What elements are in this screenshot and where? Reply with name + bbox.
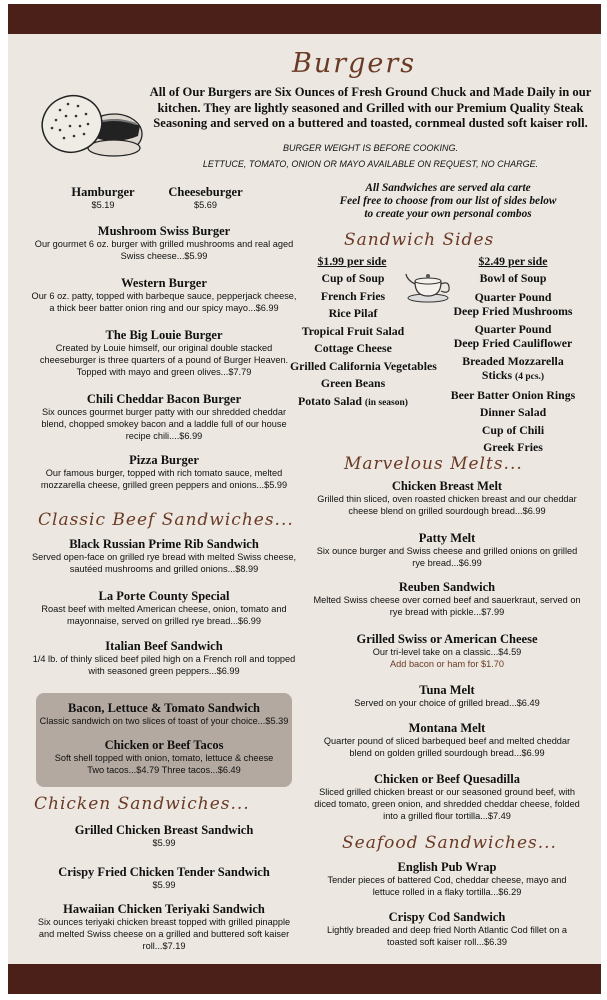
chicken-item-name: Grilled Chicken Breast Sandwich: [74, 823, 254, 837]
potato-salad-label: Potato Salad: [298, 393, 362, 408]
side-item: Tropical Fruit Salad: [301, 323, 405, 338]
top-border-bar: [8, 4, 601, 34]
chicken-item-desc: $5.99: [152, 880, 176, 890]
melt-item-desc: Six ounce burger and Swiss cheese and grilled onions on grilled rye bread...$6.99: [316, 546, 578, 568]
burger-item-name: Mushroom Swiss Burger: [97, 224, 231, 238]
melt-item-name: Patty Melt: [418, 531, 476, 545]
melt-item-desc: Served on your choice of grilled bread...$6.49: [354, 698, 540, 708]
melt-item-name: Grilled Swiss or American Cheese: [356, 632, 538, 646]
combos-line: Feel free to choose from our list of sides below: [339, 195, 557, 207]
melt-addon-note: Add bacon or ham for $1.70: [390, 659, 504, 669]
hamburger-name: Hamburger: [71, 185, 135, 199]
burger-item-desc: Our 6 oz. patty, topped with barbeque sauce, pepperjack cheese, a thick beer batter onion ring and our spicy mayo...$6.99: [31, 291, 297, 313]
sticks-note: (4 pcs.): [515, 371, 545, 382]
combos-line: All Sandwiches are served ala carte: [365, 182, 531, 194]
beef-item-name: La Porte County Special: [98, 589, 230, 603]
burger-item-desc: Created by Louie himself, our original double stacked cheeseburger is three quarters of a pound of Burger Heaven. Topped with mayo and green olives...$7.79: [39, 343, 289, 377]
classic-beef-title: Classic Beef Sandwiches...: [38, 510, 294, 530]
burger-item-desc: Our famous burger, topped with rich tomato sauce, melted mozzarella cheese, grilled green peppers and onions...$5.99: [40, 468, 288, 490]
chicken-item-desc: Six ounces teriyaki chicken breast topped with grilled pinapple and melted Swiss cheese on a grilled and buttered soft kaiser roll...$7.19: [37, 917, 291, 951]
sandwich-sides-title: Sandwich Sides: [344, 230, 495, 250]
side-item: Cup of Chili: [481, 422, 545, 437]
burger-item-name: The Big Louie Burger: [105, 328, 223, 342]
melt-item-desc: Melted Swiss cheese over corned beef and sauerkraut, served on rye bread with pickle...$7.99: [313, 595, 581, 617]
melts-title: Marvelous Melts...: [344, 454, 523, 474]
potato-salad-note: (in season): [364, 397, 408, 408]
sticks-label: Sticks: [481, 367, 513, 382]
chicken-item-desc: $5.99: [152, 838, 176, 848]
sides-right-price: $2.49 per side: [478, 254, 548, 268]
burgers-title: Burgers: [292, 48, 417, 79]
side-item: Beer Batter Onion Rings: [450, 387, 576, 402]
beef-item-desc: Served open-face on grilled rye bread with melted Swiss cheese, sautéed mushrooms and grilled onions...$8.99: [31, 552, 297, 574]
melt-item-desc: Our tri-level take on a classic...$4.59: [372, 647, 522, 657]
chicken-item-name: Hawaiian Chicken Teriyaki Sandwich: [63, 902, 265, 916]
side-item: Bowl of Soup: [479, 271, 547, 285]
tacos-name: Chicken or Beef Tacos: [104, 738, 224, 752]
menu-page: [8, 4, 601, 994]
seafood-item-desc: Lightly breaded and deep fried North Atlantic Cod fillet on a toasted soft kaiser roll...$6.39: [326, 925, 568, 947]
beef-item-desc: Roast beef with melted American cheese, onion, tomato and mayonnaise, served on grilled rye bread...$6.99: [41, 604, 287, 626]
side-item: Dinner Salad: [479, 405, 547, 419]
burger-item-desc: Our gourmet 6 oz. burger with grilled mushrooms and real aged Swiss cheese...$5.99: [34, 239, 294, 261]
seafood-item-desc: Tender pieces of battered Cod, cheddar cheese, mayo and lettuce rolled in a flaky tortilla...$6.29: [327, 875, 567, 897]
chicken-item-name: Crispy Fried Chicken Tender Sandwich: [58, 865, 270, 879]
beef-item-name: Black Russian Prime Rib Sandwich: [69, 537, 259, 551]
cheeseburger-price: $5.69: [194, 200, 217, 210]
seafood-item-name: Crispy Cod Sandwich: [388, 910, 506, 924]
melt-item-desc: Quarter pound of sliced barbequed beef and melted cheddar blend on golden grilled sourdough bread...$6.99: [323, 736, 571, 758]
melt-item-desc: Sliced grilled chicken breast or our seasoned ground beef, with diced tomato, green onion, and shredded cheddar cheese, folded into a grilled flour tortilla...$7.49: [314, 787, 580, 821]
side-item: Cottage Cheese: [314, 341, 392, 355]
side-item: Greek Fries: [483, 440, 543, 454]
hamburger-price: $5.19: [91, 200, 115, 210]
tacos-desc-line2: Two tacos...$4.79 Three tacos...$6.49: [87, 765, 241, 775]
melt-item-name: Montana Melt: [408, 721, 486, 735]
combos-note: [308, 182, 588, 221]
beef-item-desc: 1/4 lb. of thinly sliced beef piled high on a French roll and topped with seasoned green peppers...$6.99: [32, 654, 296, 676]
sides-right-list: [438, 270, 588, 457]
melt-item-desc: Grilled thin sliced, oven roasted chicken breast and our cheddar cheese blend on grilled sourdough bread...$6.99: [317, 494, 577, 516]
burger-item-name: Pizza Burger: [129, 453, 199, 467]
side-item: French Fries: [320, 288, 386, 303]
side-item: Green Beans: [320, 376, 386, 390]
cheeseburger-name: Cheeseburger: [168, 185, 243, 199]
seafood-title: Seafood Sandwiches...: [342, 833, 557, 853]
condiments-note: LETTUCE, TOMATO, ONION OR MAYO AVAILABLE ON REQUEST, NO CHARGE.: [202, 159, 539, 169]
side-item: Breaded Mozzarella: [462, 353, 564, 368]
seafood-item-name: English Pub Wrap: [397, 860, 497, 874]
side-item: [438, 368, 588, 384]
side-item: Grilled California Vegetables: [290, 358, 437, 373]
sides-left-price: $1.99 per side: [317, 254, 387, 268]
blt-desc: Classic sandwich on two slices of toast of your choice...$5.39: [39, 716, 289, 726]
bottom-border-bar: [8, 964, 601, 994]
chicken-title: Chicken Sandwiches...: [34, 794, 250, 814]
side-item: Deep Fried Mushrooms: [453, 303, 573, 318]
burger-illustration-icon: [34, 86, 146, 164]
melt-item-name: Chicken or Beef Quesadilla: [374, 772, 520, 786]
beef-item-name: Italian Beef Sandwich: [105, 639, 223, 653]
side-item: [290, 393, 416, 413]
side-item: Quarter Pound: [474, 289, 552, 304]
side-item: Quarter Pound: [474, 321, 552, 336]
side-item: Cup of Soup: [321, 271, 385, 285]
sides-left-list: [290, 270, 437, 412]
burger-weight-note: BURGER WEIGHT IS BEFORE COOKING.: [282, 143, 459, 153]
tacos-desc-line1: Soft shell topped with onion, tomato, lettuce & cheese: [54, 753, 274, 763]
melt-item-name: Reuben Sandwich: [398, 580, 496, 594]
side-item: Rice Pilaf: [328, 306, 378, 320]
blt-name: Bacon, Lettuce & Tomato Sandwich: [67, 701, 261, 715]
burger-item-name: Western Burger: [121, 276, 207, 290]
melt-item-name: Tuna Melt: [419, 683, 475, 697]
burger-item-name: Chili Cheddar Bacon Burger: [86, 392, 242, 406]
burgers-intro: All of Our Burgers are Six Ounces of Fresh Ground Chuck and Made Daily in our kitchen. They are lightly seasoned and Grilled with our Premium Quality Steak Seasoning and served on a buttered and toasted, cornmeal dusted soft kaiser roll.: [149, 85, 592, 130]
burger-item-desc: Six ounces gourmet burger patty with our shredded cheddar blend, chopped smokey bacon and a laddle full of our house recipe chili....$6.99: [41, 407, 287, 441]
side-item: Deep Fried Cauliflower: [453, 335, 573, 350]
combos-line: to create your own personal combos: [364, 208, 532, 220]
melt-item-name: Chicken Breast Melt: [391, 479, 503, 493]
